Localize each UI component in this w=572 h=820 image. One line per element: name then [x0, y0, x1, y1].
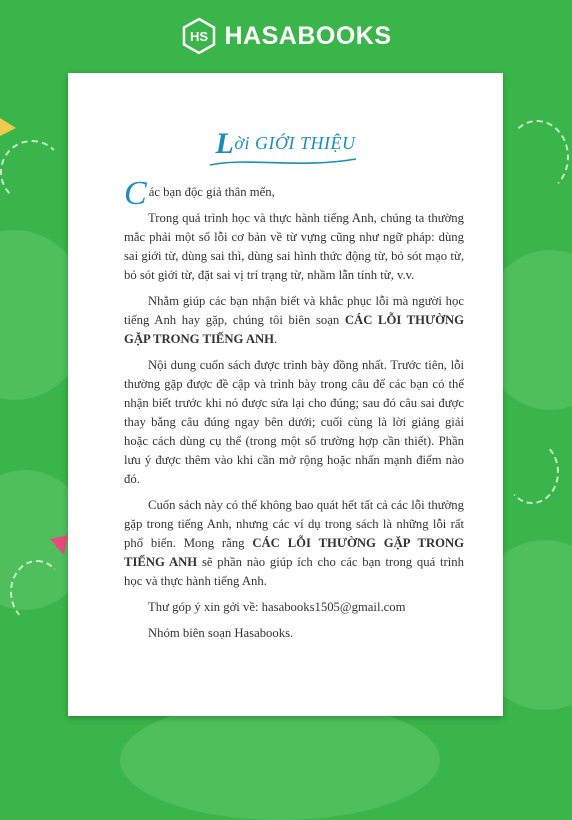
dashed-swirl-left-lower: [10, 560, 64, 624]
paragraph-4-text: Cuốn sách này có thể không bao quát hết tất cả các lỗi thường gặp trong tiếng Anh, nhưng các ví dụ trong sách là những lỗi rất phổ biến. Mong rằng: [124, 498, 464, 550]
signature-line: Nhóm biên soạn Hasabooks.: [148, 626, 294, 640]
paragraph-3: Nội dung cuốn sách được trình bày đồng nhất. Trước tiên, lỗi thường gặp được đề cập và trình bày trong câu để các bạn có thể nhận biết trước khi nó được sửa lại cho đúng; sau đó câu sai được thay bằng câu đúng ngay bên dưới; cuối cùng là lời giảng giải hoặc cách dùng cụ thể (trong một số trường hợp cần thiết). Phần lưu ý được thêm vào khi cần mở rộng hoặc nhấn mạnh điểm nào đó.: [124, 358, 464, 486]
paragraph-2-text: Nhằm giúp các bạn nhận biết và khắc phục lỗi mà người học tiếng Anh hay gặp, chúng tôi biên soạn: [124, 294, 464, 327]
header: [0, 0, 572, 72]
paragraph-2-end: .: [274, 332, 278, 346]
paragraph-2: [124, 292, 464, 349]
page-title: [216, 129, 356, 159]
brand-name: HASABOOKS: [224, 21, 392, 50]
brand-logo[interactable]: [180, 17, 391, 55]
greeting-dropcap: C: [124, 175, 147, 212]
background-cloud-bottom: [120, 700, 440, 820]
page-content: [124, 175, 465, 650]
dashed-swirl-right-lower: [505, 440, 559, 504]
title-wrap: [68, 129, 503, 159]
dashed-swirl-left: [0, 140, 64, 204]
title-initial: L: [215, 127, 235, 160]
paragraph-4: [124, 496, 464, 591]
svg-text:HS: HS: [190, 29, 209, 44]
book-title-mention: CÁC LỖI THƯỜNG GẶP TRONG TIẾNG ANH: [124, 313, 465, 346]
hasabooks-logo-icon: [180, 17, 218, 55]
book-page: [68, 73, 503, 716]
greeting-text: ác bạn độc giả thân mến,: [148, 185, 275, 199]
title-text: ời GIỚI THIỆU: [234, 133, 356, 153]
greeting: [124, 175, 464, 212]
pink-triangle-decoration: [50, 535, 70, 557]
yellow-triangle-decoration: [0, 118, 18, 138]
paragraph-1: Trong quá trình học và thực hành tiếng Anh, chúng ta thường mắc phải một số lỗi cơ bản về từ vựng cũng như ngữ pháp: dùng sai giới từ, dùng sai thì, dùng sai hình thức động từ, bỏ sót mạo từ, bỏ sót giới từ, đặt sai vị trí trạng từ, nhầm lẫn tính từ, v.v.: [124, 211, 464, 282]
dashed-swirl-right: [505, 120, 569, 194]
title-swash-decoration: [208, 155, 358, 169]
contact-line: Thư góp ý xin gởi về: hasabooks1505@gmail.com: [148, 600, 406, 614]
book-title-mention-2: CÁC LỖI THƯỜNG GẶP TRONG TIẾNG ANH: [124, 536, 465, 569]
paragraph-4-end: sẽ phần nào giúp ích cho các bạn trong quá trình học và thực hành tiếng Anh.: [124, 555, 464, 588]
